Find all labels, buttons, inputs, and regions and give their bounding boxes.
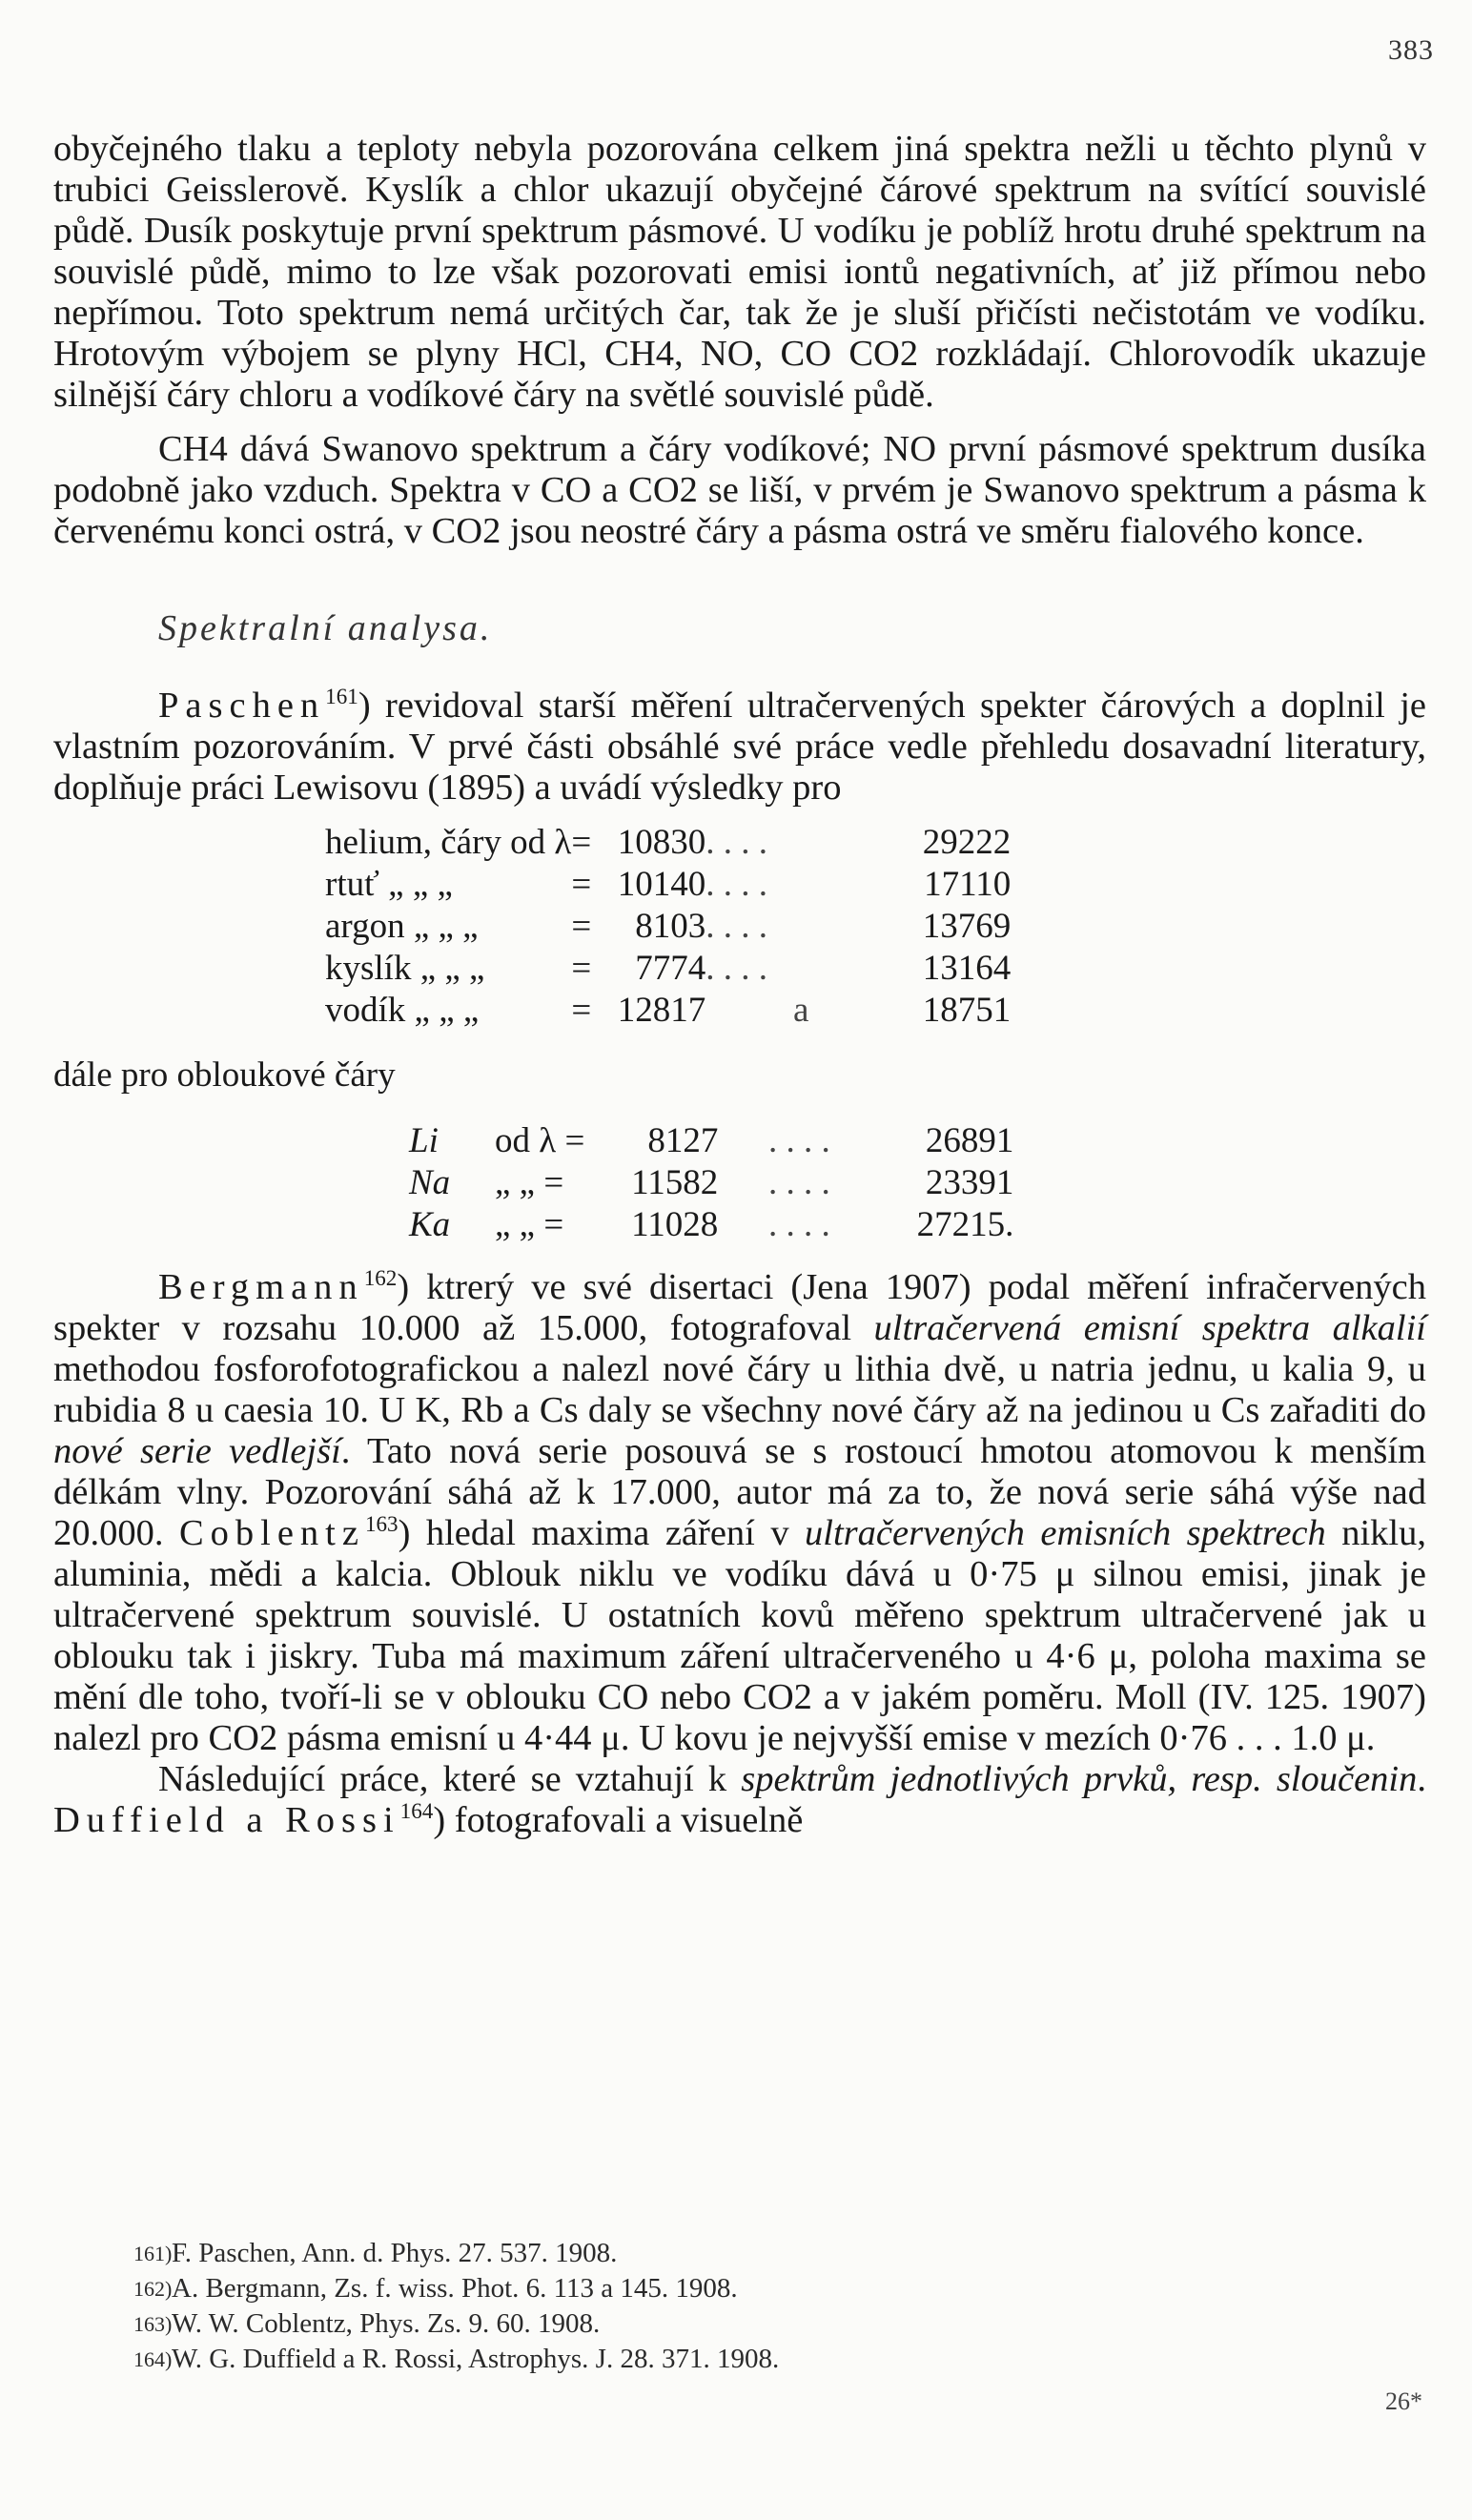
element-symbol: Ka bbox=[409, 1205, 451, 1244]
paragraph-intro: obyčejného tlaku a teploty nebyla pozorována celkem jiná spektra nežli u těchto plynů v trubici Geisslerově. Kyslík a chlor ukazují obyčejné čárové spektrum na svítící souvislé půdě. Dusík poskytuje první spektrum pásmové. U vodíku je poblíž hrotu druhé spektrum na souvislé půdě, mimo to lze však pozorovati emisi iontů negativních, ať již přímou nebo nepřímou. Toto spektrum nemá určitých čar, tak že je sluší přičísti nečistotám ve vodíku. Hrotovým výbojem se plyny HCl, CH4, NO, CO CO2 rozkládají. Chlorovodík ukazuje silnější čáry chloru a vodíkové čáry na světlé souvislé půdě. bbox=[53, 129, 1426, 415]
paragraph-bergmann: Bergmann$^{162}$) ktrerý ve své disertaci (Jena 1907) podal měření infračervených spekter v rozsahu 10.000 až 15.000, fotografoval ultračervená emisní spektra alkalií methodou fosforofotografickou a nalezl nové čáry u lithia dvě, u natria jednu, u kalia 9, u rubidia 8 u caesia 10. U K, Rb a Cs daly se všechny nové čáry až na jedinou u Cs zařaditi do nové serie vedlejší. Tato nová serie posouvá se s rostoucí hmotou atomovou k menším délkám vlny. Pozorování sáhá až k 17.000, autor má za to, že nová serie sáhá výše nad 20.000. Coblentz$^{163}$) hledal maxima záření v ultračervených emisních spektrech niklu, aluminia, mědi a kalcia. Oblouk niklu ve vodíku dává u 0·75 μ silnou emisi, jinak je ultračervené spektrum souvislé. U ostatních kovů měřeno spektrum ultračervené jak u oblouku tak i jiskry. Tuba má maximum záření ultračerveného u 4·6 μ, poloha maxima se mění dle toho, tvoří-li se v oblouku CO nebo CO2 a v jakém poměru. Moll (IV. 125. 1907) nalezl pro CO2 pásma emisní u 4·44 μ. U kovu je nejvyšší emise v mezích 0·76 . . . 1.0 μ. bbox=[53, 1265, 1426, 1758]
page-content bbox=[53, 129, 1426, 1841]
table-row: helium, čáry od λ = 10830 . . . . 29222 bbox=[325, 823, 1012, 862]
page-number: 383 bbox=[1388, 34, 1434, 66]
value-to: 18751 bbox=[922, 991, 1012, 1030]
paragraph-ch4: CH4 dává Swanovo spektrum a čáry vodíkové; NO první pásmové spektrum dusíka podobně jako vzduch. Spektra v CO a CO2 se liší, v prvém je Swanovo spektrum a pásma k červenému konci ostrá, v CO2 jsou neostré čáry a pásma ostrá ve směru fialového konce. bbox=[53, 429, 1426, 551]
value-from: 10140 bbox=[617, 865, 706, 904]
paragraph-following: Následující práce, které se vztahují k spektrům jednotlivých prvků, resp. sloučenin. Duffield a Rossi$^{164}$) fotografovali a visuelně bbox=[53, 1759, 1426, 1840]
signature-mark: 26* bbox=[1385, 2387, 1422, 2415]
paragraph-paschen bbox=[53, 686, 1426, 809]
value-to: 17110 bbox=[924, 865, 1012, 904]
connector: a bbox=[793, 991, 809, 1030]
footnotes bbox=[133, 2236, 779, 2377]
paschen-text: ) revidoval starší měření ultračervených spekter čárových a doplnil je vlastním pozorováním. V prvé části obsáhlé své práce vedle přehledu dosavadní literatury, doplňuje práci Lewisovu (1895) a uvádí výsledky pro bbox=[53, 686, 1426, 808]
value-from: 8103 bbox=[635, 907, 706, 946]
value-from: 7774 bbox=[635, 949, 706, 988]
author-duffield-rossi: Duffield a Rossi bbox=[53, 1800, 400, 1840]
value-from: 11028 bbox=[631, 1205, 719, 1244]
footnote: 162)A. Bergmann, Zs. f. wiss. Phot. 6. 113 a 145. 1908. bbox=[133, 2273, 738, 2304]
arc-lines-label: dále pro obloukové čáry bbox=[53, 1055, 396, 1095]
ref-161: 161 bbox=[325, 684, 358, 709]
table-row: Li od λ = 8127 . . . . 26891 bbox=[409, 1121, 1014, 1160]
element-name: helium, čáry od λ bbox=[325, 823, 572, 862]
footnote: 164)W. G. Duffield a R. Rossi, Astrophys. J. 28. 371. 1908. bbox=[133, 2344, 780, 2374]
value-to: 13769 bbox=[922, 907, 1012, 946]
footnote: 161)F. Paschen, Ann. d. Phys. 27. 537. 1908. bbox=[133, 2238, 618, 2268]
author-paschen: Paschen bbox=[158, 686, 326, 726]
ref-162: 162 bbox=[363, 1265, 398, 1291]
value-from: 11582 bbox=[631, 1163, 719, 1202]
value-to: 27215. bbox=[916, 1205, 1014, 1244]
table-row: Na „ „ = 11582 . . . . 23391 bbox=[409, 1163, 1014, 1202]
section-title: Spektralní analysa. bbox=[158, 608, 493, 648]
ref-164: 164 bbox=[399, 1798, 434, 1824]
footnote: 163)W. W. Coblentz, Phys. Zs. 9. 60. 1908. bbox=[133, 2308, 601, 2339]
element-symbol: Na bbox=[409, 1163, 451, 1202]
table-row: argon „ „ „ = 8103 . . . . 13769 bbox=[325, 907, 1012, 946]
author-coblentz: Coblentz bbox=[178, 1513, 365, 1553]
table-row: kyslík „ „ „ = 7774 . . . . 13164 bbox=[325, 949, 1012, 988]
element-name: kyslík „ „ „ bbox=[325, 949, 485, 988]
table-row: rtuť „ „ „ = 10140 . . . . 17110 bbox=[325, 865, 1012, 904]
value-to: 29222 bbox=[922, 823, 1012, 862]
table-row: vodík „ „ „ = 12817 a 18751 bbox=[325, 991, 1012, 1030]
value-to: 13164 bbox=[922, 949, 1012, 988]
wavelength-table-gases bbox=[325, 822, 1011, 1032]
value-from: 10830 bbox=[617, 823, 706, 862]
table-row: Ka „ „ = 11028 . . . . 27215. bbox=[409, 1205, 1014, 1244]
ref-163: 163 bbox=[364, 1511, 399, 1537]
author-bergmann: Bergmann bbox=[158, 1267, 364, 1307]
wavelength-table-alkali bbox=[409, 1120, 1013, 1246]
element-name: vodík „ „ „ bbox=[325, 991, 480, 1030]
element-name: argon „ „ „ bbox=[325, 907, 479, 946]
value-from: 12817 bbox=[617, 991, 706, 1030]
element-name: rtuť „ „ „ bbox=[325, 865, 453, 904]
value-to: 26891 bbox=[925, 1121, 1014, 1160]
element-symbol: Li bbox=[409, 1121, 439, 1160]
value-from: 8127 bbox=[647, 1121, 719, 1160]
value-to: 23391 bbox=[925, 1163, 1014, 1202]
